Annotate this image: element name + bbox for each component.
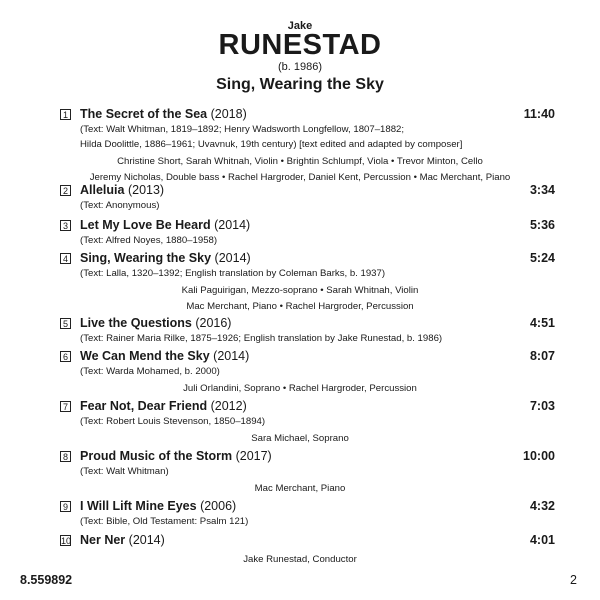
- track-duration: 4:51: [529, 316, 555, 330]
- track-title: Live the Questions: [80, 316, 192, 330]
- track-title: We Can Mend the Sky: [80, 349, 210, 363]
- track-text-credit: (Text: Walt Whitman, 1819–1892; Henry Wadsworth Longfellow, 1807–1882;: [80, 124, 405, 135]
- track-duration: 4:01: [529, 533, 555, 547]
- track-title: Ner Ner: [80, 533, 126, 547]
- track-performers: Juli Orlandini, Soprano • Rachel Hargroder, Percussion: [183, 383, 417, 394]
- track-heading: [80, 107, 247, 121]
- track-number: 8: [60, 451, 71, 462]
- track-year: (2014): [214, 251, 251, 265]
- track-title: Sing, Wearing the Sky: [80, 251, 212, 265]
- track-title: Proud Music of the Storm: [80, 449, 233, 463]
- track-duration: 8:07: [529, 349, 555, 363]
- track-title: Let My Love Be Heard: [80, 218, 211, 232]
- track-heading: [80, 251, 251, 265]
- track-year: (2014): [214, 218, 251, 232]
- track-number: 2: [60, 185, 71, 196]
- track-year: (2006): [200, 499, 237, 513]
- track-text-credit: Hilda Doolittle, 1886–1961; Uvavnuk, 19th century) [text edited and adapted by composer]: [80, 139, 463, 150]
- track-number: 6: [60, 351, 71, 362]
- track-title: The Secret of the Sea: [80, 107, 208, 121]
- track-performers: Kali Paguirigan, Mezzo-soprano • Sarah Whitnah, Violin: [181, 285, 419, 296]
- track-text-credit: (Text: Warda Mohamed, b. 2000): [80, 366, 220, 377]
- track-number: 10: [61, 536, 72, 546]
- composer-last-name: RUNESTAD: [218, 29, 382, 61]
- track-text-credit: (Text: Robert Louis Stevenson, 1850–1894): [80, 416, 266, 427]
- track-heading: [80, 499, 236, 513]
- track-title: I Will Lift Mine Eyes: [80, 499, 197, 513]
- catalog-number: 8.559892: [20, 573, 73, 587]
- track-text-credit: (Text: Lalla, 1320–1392; English translation by Coleman Barks, b. 1937): [80, 268, 386, 279]
- track-number: 5: [60, 318, 71, 329]
- track-heading: [80, 316, 231, 330]
- track-duration: 5:36: [529, 218, 555, 232]
- page-number: 2: [570, 573, 577, 587]
- track-year: (2014): [213, 349, 250, 363]
- track-text-credit: (Text: Anonymous): [80, 200, 160, 211]
- track-performers: Mac Merchant, Piano • Rachel Hargroder, Percussion: [186, 301, 414, 312]
- album-title: Sing, Wearing the Sky: [216, 76, 384, 93]
- track-duration: 7:03: [529, 399, 555, 413]
- track-duration: 10:00: [523, 449, 555, 463]
- track-text-credit: (Text: Bible, Old Testament: Psalm 121): [80, 516, 249, 527]
- track-heading: [80, 399, 247, 413]
- track-text-credit: (Text: Rainer Maria Rilke, 1875–1926; English translation by Jake Runestad, b. 1986): [80, 333, 443, 344]
- track-heading: [80, 533, 165, 547]
- track-text-credit: (Text: Walt Whitman): [80, 466, 169, 477]
- track-year: (2013): [127, 183, 165, 197]
- track-heading: [80, 449, 272, 463]
- track-performers: Mac Merchant, Piano: [254, 483, 346, 494]
- track-duration: 5:24: [529, 251, 555, 265]
- track-year: (2012): [210, 399, 247, 413]
- track-heading: [80, 183, 164, 197]
- track-duration: 4:32: [529, 499, 555, 513]
- track-number: 3: [60, 220, 71, 231]
- composer-birth-year: (b. 1986): [277, 61, 323, 73]
- track-title: Fear Not, Dear Friend: [80, 399, 208, 413]
- composer-first-name: Jake: [287, 20, 313, 32]
- track-performers: Christine Short, Sarah Whitnah, Violin • Brightin Schlumpf, Viola • Trevor Minton, Cello: [117, 156, 483, 167]
- track-performers: Jeremy Nicholas, Double bass • Rachel Hargroder, Daniel Kent, Percussion • Mac Merchant, Piano: [89, 172, 511, 183]
- track-text-credit: (Text: Alfred Noyes, 1880–1958): [80, 235, 218, 246]
- track-year: (2017): [235, 449, 272, 463]
- track-year: (2014): [128, 533, 165, 547]
- track-number: 4: [60, 253, 71, 264]
- track-year: (2016): [195, 316, 232, 330]
- track-title: Alleluia: [80, 183, 125, 197]
- track-number: 1: [60, 109, 71, 120]
- track-duration: 11:40: [523, 107, 555, 121]
- track-duration: 3:34: [529, 183, 555, 197]
- track-performers: Sara Michael, Soprano: [251, 433, 349, 444]
- track-year: (2018): [210, 107, 247, 121]
- track-heading: [80, 218, 250, 232]
- track-performers: Jake Runestad, Conductor: [243, 554, 357, 565]
- track-heading: [80, 349, 249, 363]
- track-number: 9: [60, 501, 71, 512]
- track-number: 7: [60, 401, 71, 412]
